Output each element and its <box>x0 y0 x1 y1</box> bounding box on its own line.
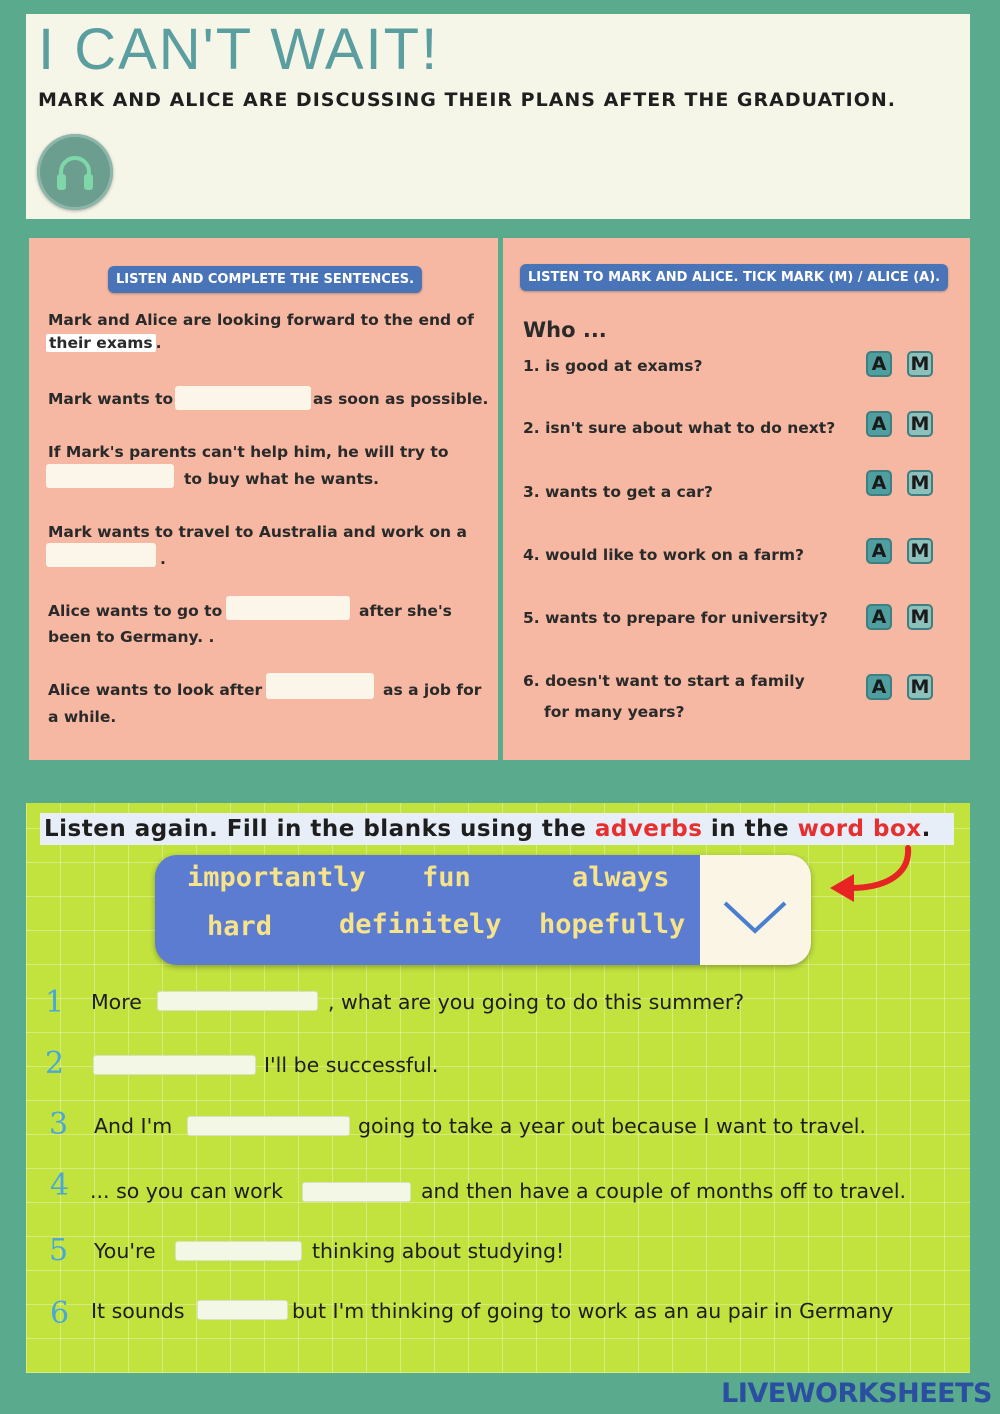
q3-mark-button[interactable]: M <box>907 470 933 496</box>
sentence-2-text-end: as soon as possible. <box>313 390 489 408</box>
q2-mark-button[interactable]: M <box>907 411 933 437</box>
q5-mark-button[interactable]: M <box>907 604 933 630</box>
question-6-line2: for many years? <box>544 703 685 721</box>
sentence-4-blank[interactable] <box>46 543 156 567</box>
line-number-5: 5 <box>49 1233 69 1268</box>
q1-alice-button[interactable]: A <box>866 351 892 377</box>
line-1-text-end: , what are you going to do this summer? <box>328 990 745 1014</box>
line-number-1: 1 <box>45 985 65 1020</box>
line-5-text-end: thinking about studying! <box>312 1239 565 1263</box>
who-label: Who ... <box>523 318 607 342</box>
line-3-text: And I'm <box>94 1114 173 1138</box>
headphones-icon <box>37 134 113 210</box>
line-4-blank[interactable] <box>302 1182 411 1202</box>
word-box-dropdown[interactable] <box>700 855 811 965</box>
sentence-1-text: Mark and Alice are looking forward to the end of <box>48 311 474 329</box>
line-6-blank[interactable] <box>197 1300 288 1320</box>
q6-mark-button[interactable]: M <box>907 674 933 700</box>
line-4-text-end: and then have a couple of months off to travel. <box>421 1179 907 1203</box>
sentence-1-answer: their exams <box>46 334 156 352</box>
word-hopefully: hopefully <box>539 909 686 940</box>
line-6-text-end: but I'm thinking of going to work as an au pair in Germany <box>292 1299 894 1323</box>
sentence-6-blank[interactable] <box>266 673 374 699</box>
q3-alice-button[interactable]: A <box>866 470 892 496</box>
chevron-down-icon <box>700 855 811 965</box>
line-3-blank[interactable] <box>187 1116 350 1136</box>
sentence-6-text-end: a while. <box>48 708 117 726</box>
page-subtitle: MARK AND ALICE ARE DISCUSSING THEIR PLANS AFTER THE GRADUATION. <box>38 89 897 111</box>
q6-alice-button[interactable]: A <box>866 674 892 700</box>
line-6-text: It sounds <box>91 1299 185 1323</box>
line-3-text-end: going to take a year out because I want to travel. <box>358 1114 866 1138</box>
line-5-blank[interactable] <box>175 1241 302 1261</box>
liveworksheets-logo: LIVEWORKSHEETS <box>721 1378 992 1409</box>
line-number-2: 2 <box>45 1046 65 1081</box>
word-definitely: definitely <box>339 909 502 940</box>
sentence-2-blank[interactable] <box>175 386 311 410</box>
question-2: 2. isn't sure about what to do next? <box>523 419 836 437</box>
sentence-4-text: Mark wants to travel to Australia and work on a <box>48 523 467 541</box>
line-4-text: ... so you can work <box>90 1179 283 1203</box>
sentence-5-text-end: been to Germany. . <box>48 628 215 646</box>
line-number-6: 6 <box>50 1296 70 1331</box>
word-always: always <box>572 862 670 893</box>
q4-mark-button[interactable]: M <box>907 538 933 564</box>
line-5-text: You're <box>94 1239 156 1263</box>
line-2-blank[interactable] <box>93 1055 256 1075</box>
q4-alice-button[interactable]: A <box>866 538 892 564</box>
word-hard: hard <box>207 911 273 942</box>
sentence-6-text: Alice wants to look after <box>48 681 263 699</box>
question-6: 6. doesn't want to start a family <box>523 672 805 690</box>
sentence-3-blank[interactable] <box>46 464 174 488</box>
left-heading: LISTEN AND COMPLETE THE SENTENCES. <box>108 266 422 293</box>
sentence-5-blank[interactable] <box>226 596 350 620</box>
audio-play-button[interactable] <box>37 134 113 210</box>
page-title: I CAN'T WAIT! <box>38 17 440 82</box>
line-number-4: 4 <box>50 1168 70 1203</box>
question-4: 4. would like to work on a farm? <box>523 546 804 564</box>
q1-mark-button[interactable]: M <box>907 351 933 377</box>
line-2-text: I'll be successful. <box>264 1053 439 1077</box>
sentence-3-text-end: to buy what he wants. <box>184 470 379 488</box>
q5-alice-button[interactable]: A <box>866 604 892 630</box>
q2-alice-button[interactable]: A <box>866 411 892 437</box>
sentence-1-line2: their exams . <box>46 333 162 353</box>
question-1: 1. is good at exams? <box>523 357 703 375</box>
sentence-3-text: If Mark's parents can't help him, he will try to <box>48 443 449 461</box>
question-5: 5. wants to prepare for university? <box>523 609 828 627</box>
curved-arrow-icon <box>826 840 916 915</box>
word-fun: fun <box>422 862 471 893</box>
sentence-4-text-end: . <box>160 550 166 568</box>
line-1-text: More <box>91 990 142 1014</box>
right-heading: LISTEN TO MARK AND ALICE. TICK MARK (M) / ALICE (A). <box>520 264 948 291</box>
line-1-blank[interactable] <box>157 991 318 1011</box>
question-3: 3. wants to get a car? <box>523 483 713 501</box>
sentence-6-text-mid: as a job for <box>383 681 482 699</box>
adverbs-instruction: Listen again. Fill in the blanks using the adverbs in the word box. <box>40 813 954 845</box>
word-importantly: importantly <box>187 862 366 893</box>
sentence-5-text: Alice wants to go to <box>48 602 223 620</box>
sentence-5-text-mid: after she's <box>359 602 452 620</box>
line-number-3: 3 <box>49 1107 69 1142</box>
sentence-2-text: Mark wants to <box>48 390 174 408</box>
